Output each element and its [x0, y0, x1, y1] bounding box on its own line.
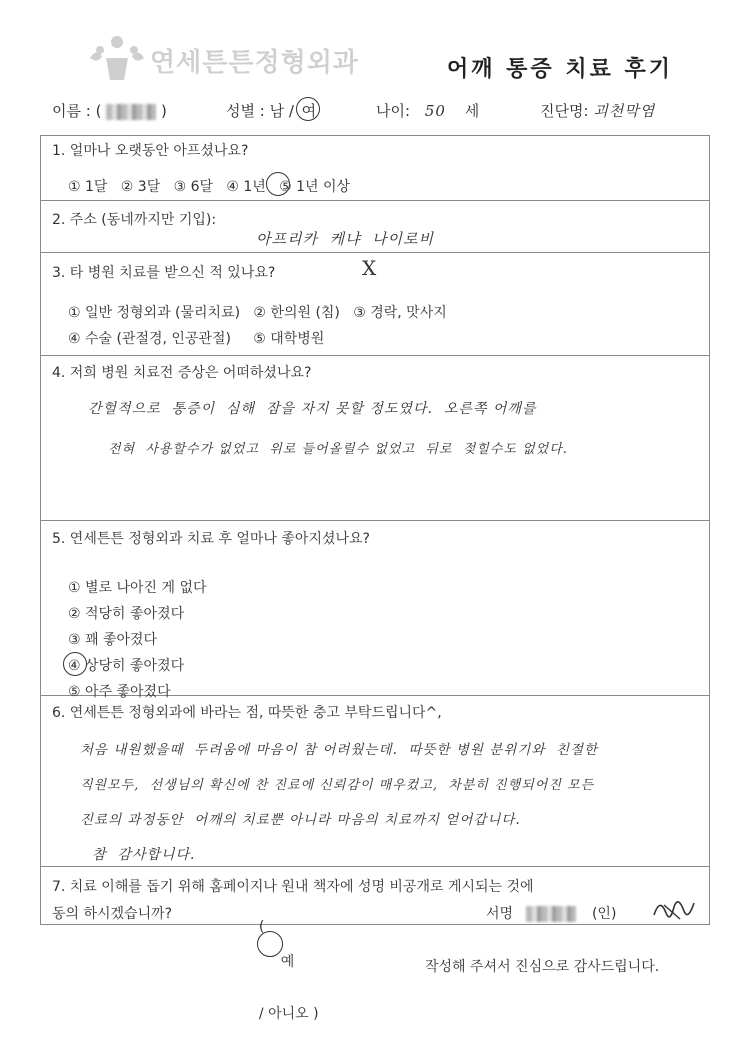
question-7-line1: 7. 치료 이해를 돕기 위해 홈페이지나 원내 책자에 성명 비공개로 게시되는 것에: [52, 879, 534, 895]
gender-field: [226, 100, 319, 121]
consent-yes: 예: [280, 954, 295, 970]
name-label: 이름 : (: [52, 102, 102, 120]
question-6-answer-line3: 진료의 과정동안 어깨의 치료뿐 아니라 마음의 치료까지 얻어갑니다.: [80, 812, 521, 828]
question-2: 2. 주소 (동네까지만 기입):: [52, 212, 217, 228]
question-4-answer-line2: 전혀 사용할수가 없었고 위로 들어올릴수 없었고 뒤로 젖힐수도 없었다.: [108, 442, 568, 457]
diagnosis-value: 괴천막염: [593, 102, 656, 120]
divider: [40, 252, 710, 253]
question-2-answer: 아프리카 케냐 나이로비: [256, 230, 434, 248]
divider: [40, 520, 710, 521]
age-field: [376, 100, 479, 121]
q1-selection-circle: [266, 172, 290, 196]
question-5: 5. 연세튼튼 정형외과 치료 후 얼마나 좋아지셨나요?: [52, 531, 370, 547]
question-4: 4. 저희 병원 치료전 증상은 어떠하셨나요?: [52, 365, 312, 381]
seal-label: (인): [591, 906, 617, 922]
thanks-message: 작성해 주셔서 진심으로 감사드립니다.: [425, 959, 660, 975]
question-5-option: ① 별로 나아진 게 없다: [68, 580, 207, 596]
selection-circle: [296, 97, 320, 121]
question-6-answer-line4: 참 감사합니다.: [92, 847, 196, 863]
redacted-name: [106, 104, 156, 120]
question-5-option: ④ 상당히 좋아졌다: [68, 658, 185, 674]
question-1-options: ① 1달 ② 3달 ③ 6달 ④ 1년 ⑤ 1년 이상: [68, 179, 351, 195]
q5-selection-circle: [63, 652, 87, 676]
consent-paren: (: [258, 919, 265, 935]
signature-field: [486, 903, 616, 923]
divider: [40, 200, 710, 201]
logo-icon: [82, 28, 152, 88]
gender-female-selected: [299, 100, 320, 121]
question-7-line2: 동의 하시겠습니까?: [52, 906, 173, 922]
name-field: [52, 100, 167, 121]
question-5-option: ② 적당히 좋아졌다: [68, 606, 185, 622]
logo-text: 연세튼튼정형외과: [150, 48, 359, 78]
consent-choice: [250, 903, 319, 1023]
diagnosis-field: [540, 100, 655, 121]
question-4-answer-line1: 간헐적으로 통증이 심해 잠을 자지 못할 정도였다. 오른쪽 어깨를: [88, 401, 537, 417]
question-1: 1. 얼마나 오랫동안 아프셨나요?: [52, 143, 249, 159]
gender-label: 성별 : 남 /: [226, 102, 294, 120]
name-label-close: ): [161, 102, 167, 120]
question-3-options-row2: ④ 수술 (관절경, 인공관절) ⑤ 대학병원: [68, 331, 325, 347]
question-3-mark: X: [362, 256, 378, 280]
handwritten-signature-icon: [650, 893, 698, 927]
question-3: 3. 타 병원 치료를 받으신 적 있나요?: [52, 265, 276, 281]
signature-label: 서명: [486, 906, 514, 922]
consent-yes-selected: [259, 935, 298, 1003]
age-value: 50: [424, 102, 446, 120]
question-5-option: ⑤ 아주 좋아졌다: [68, 684, 171, 700]
diagnosis-label: 진단명:: [540, 102, 589, 120]
gender-female-text: 여: [301, 102, 317, 120]
question-6: 6. 연세튼튼 정형외과에 바라는 점, 따뜻한 충고 부탁드립니다^,: [52, 705, 442, 721]
page-title: 어깨 통증 치료 후기: [447, 57, 673, 82]
age-label: 나이:: [376, 102, 411, 120]
selection-circle: [257, 931, 283, 957]
question-6-answer-line1: 처음 내원했을때 두려움에 마음이 참 어려웠는데. 따뜻한 병원 분위기와 친절한: [80, 742, 599, 758]
question-6-answer-line2: 직원모두, 선생님의 확신에 찬 진료에 신뢰감이 매우컸고, 차분히 진행되어진 모든: [80, 778, 595, 793]
consent-no: / 아니오 ): [258, 1006, 319, 1022]
divider: [40, 866, 710, 867]
divider: [40, 355, 710, 356]
question-5-option: ③ 꽤 좋아졌다: [68, 632, 158, 648]
redacted-signature-name: [526, 906, 576, 922]
age-unit: 세: [464, 102, 480, 120]
question-3-options-row1: ① 일반 정형외과 (물리치료) ② 한의원 (침) ③ 경락, 맛사지: [68, 305, 447, 321]
